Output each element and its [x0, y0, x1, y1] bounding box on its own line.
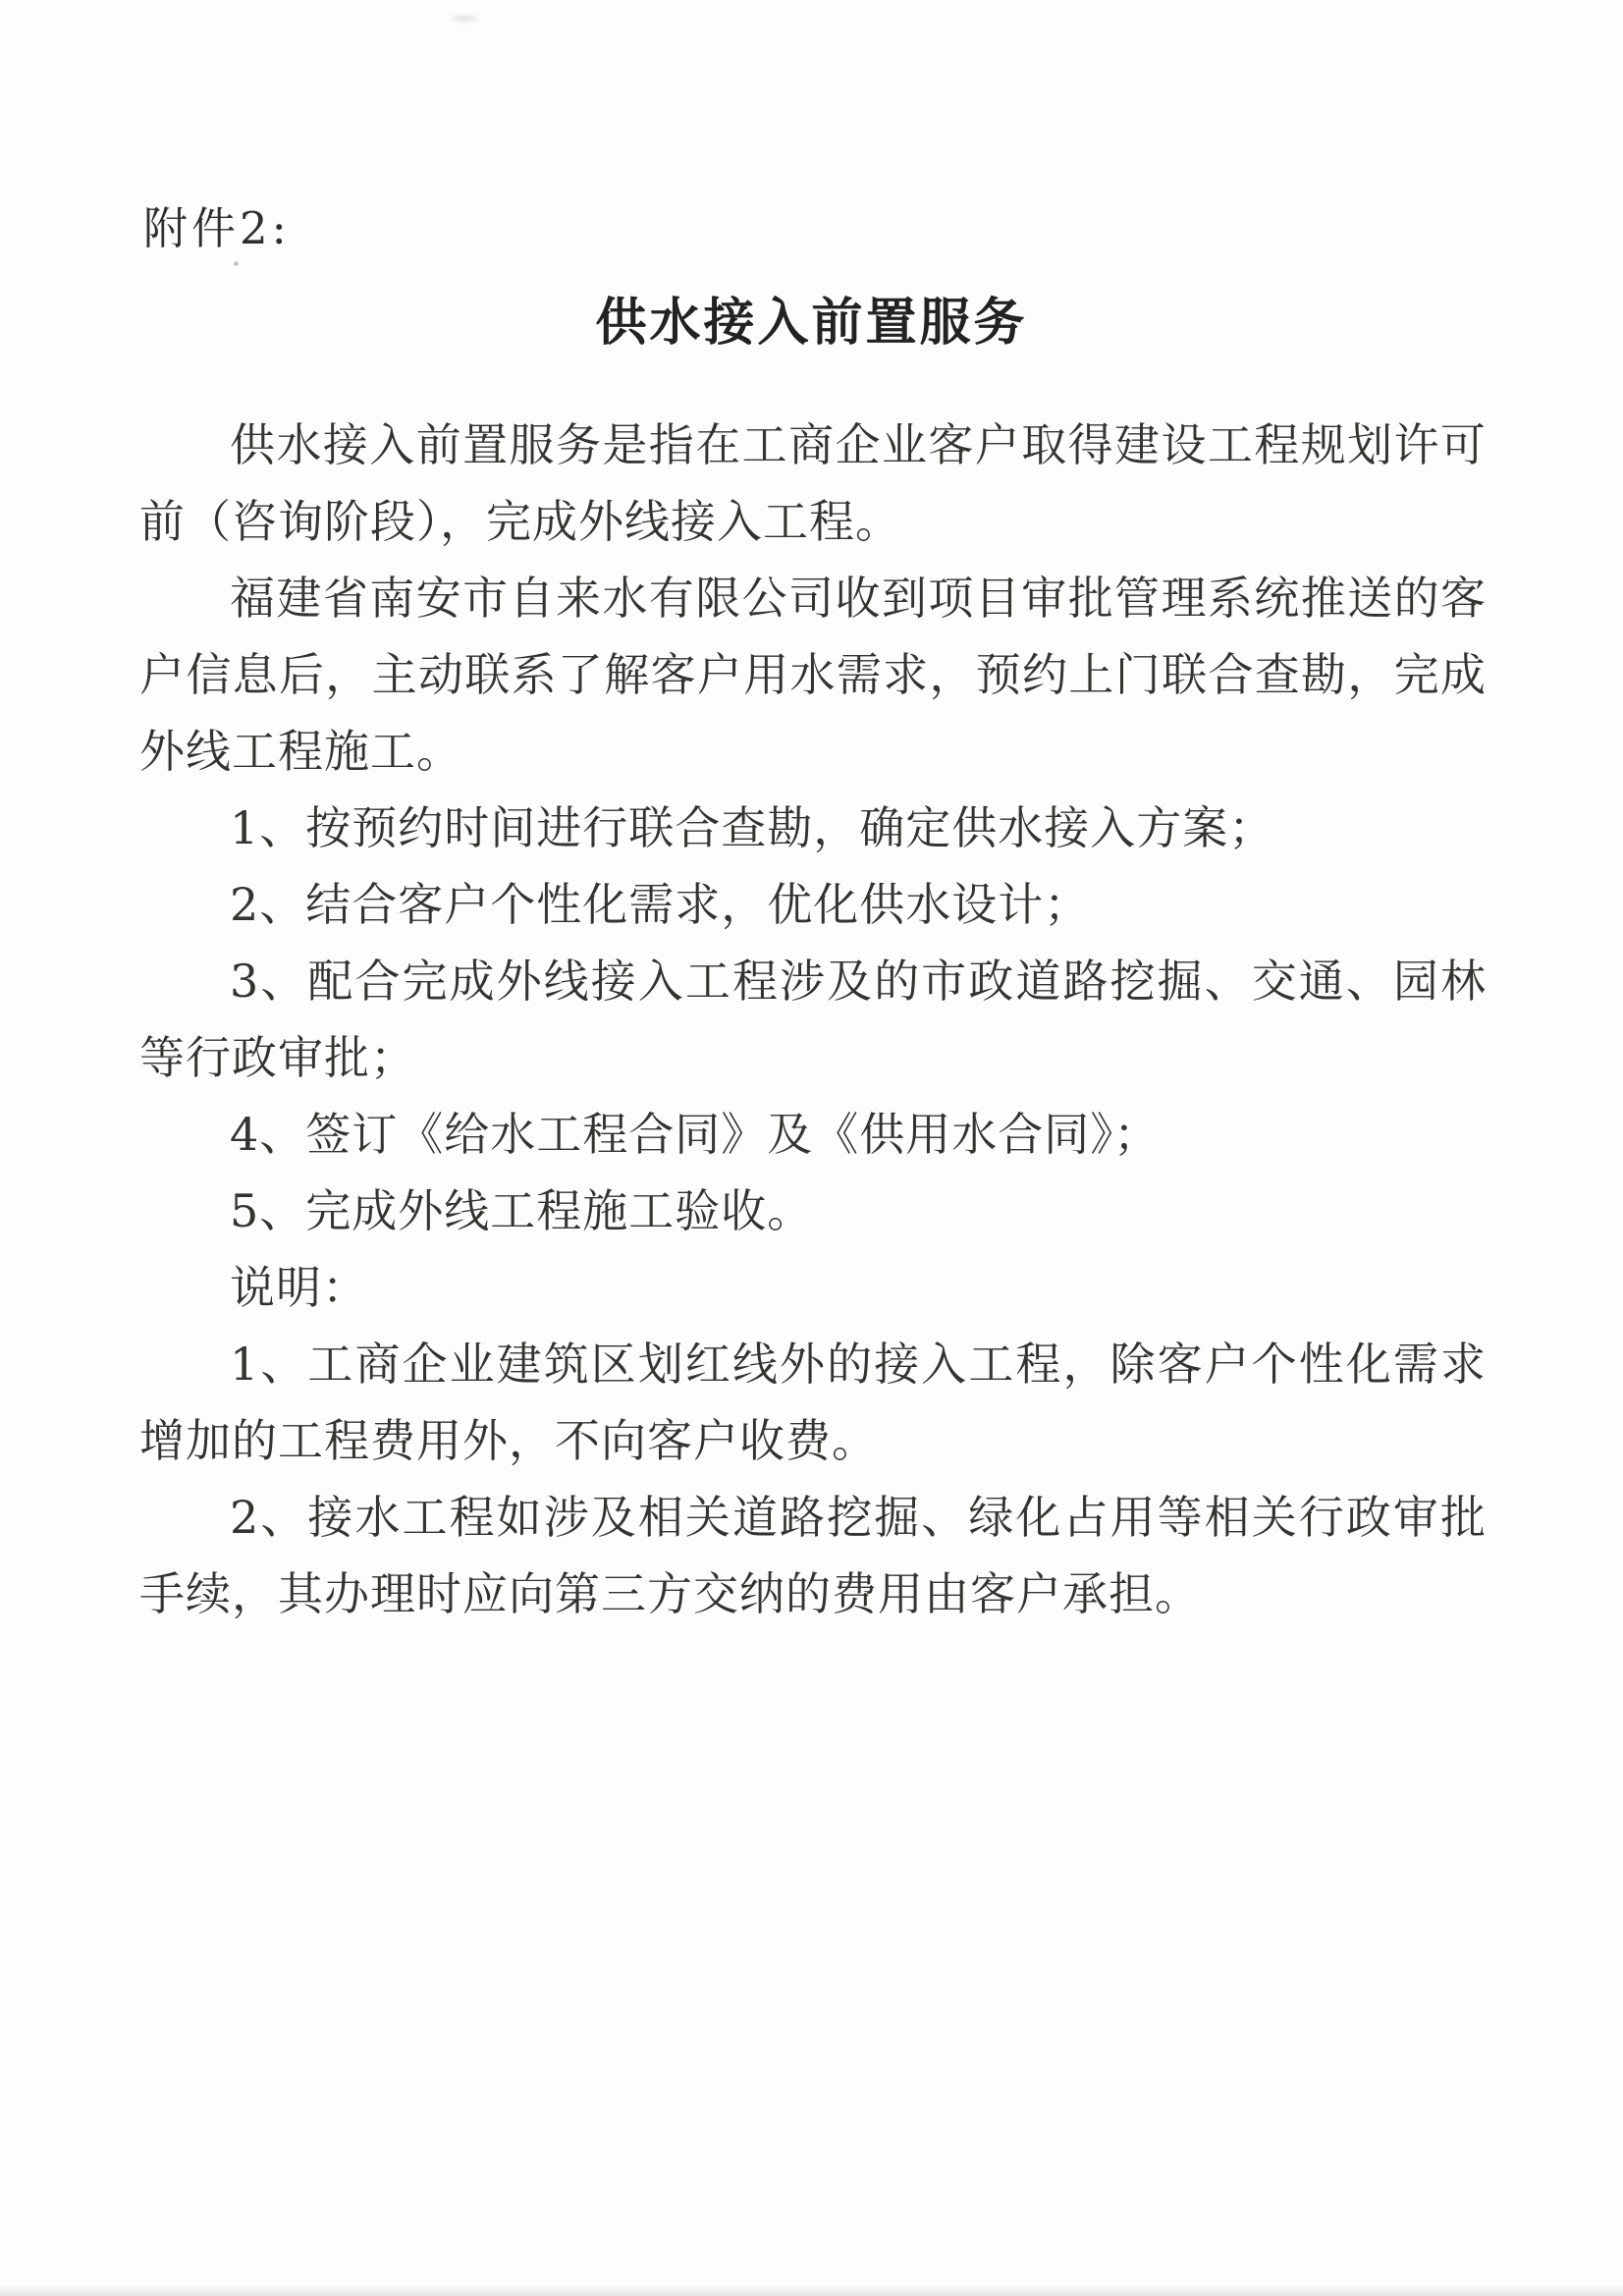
- document-title: 供水接入前置服务: [595, 293, 1028, 353]
- service-item-4: 4、签订《给水工程合同》及《供用水合同》；: [230, 1108, 1161, 1161]
- scan-artifact-speck: [452, 16, 477, 22]
- scan-artifact-dot: [234, 261, 239, 266]
- note-2: 2、接水工程如涉及相关道路挖掘、绿化占用等相关行政审批手续，其办理时应向第三方交纳的费用由客户承担。: [139, 1491, 1487, 1620]
- attachment-label: 附件2:: [143, 202, 291, 254]
- scan-edge-shadow: [0, 2284, 1623, 2296]
- note-1: 1、工商企业建筑区划红线外的接入工程，除客户个性化需求增加的工程费用外，不向客户收费。: [139, 1338, 1487, 1467]
- document-body: [139, 407, 1487, 1632]
- notes-label: 说明：: [230, 1261, 368, 1314]
- service-item-3: 3、配合完成外线接入工程涉及的市政道路挖掘、交通、园林等行政审批；: [139, 955, 1487, 1084]
- service-item-5: 5、完成外线工程施工验收。: [230, 1184, 814, 1237]
- paragraph-intro: 供水接入前置服务是指在工商企业客户取得建设工程规划许可前（咨询阶段），完成外线接入工程。: [139, 418, 1487, 548]
- service-item-1: 1、按预约时间进行联合查勘，确定供水接入方案；: [230, 801, 1275, 854]
- paragraph-process: 福建省南安市自来水有限公司收到项目审批管理系统推送的客户信息后，主动联系了解客户用水需求，预约上门联合查勘，完成外线工程施工。: [139, 572, 1487, 778]
- service-item-2: 2、结合客户个性化需求，优化供水设计；: [230, 878, 1091, 931]
